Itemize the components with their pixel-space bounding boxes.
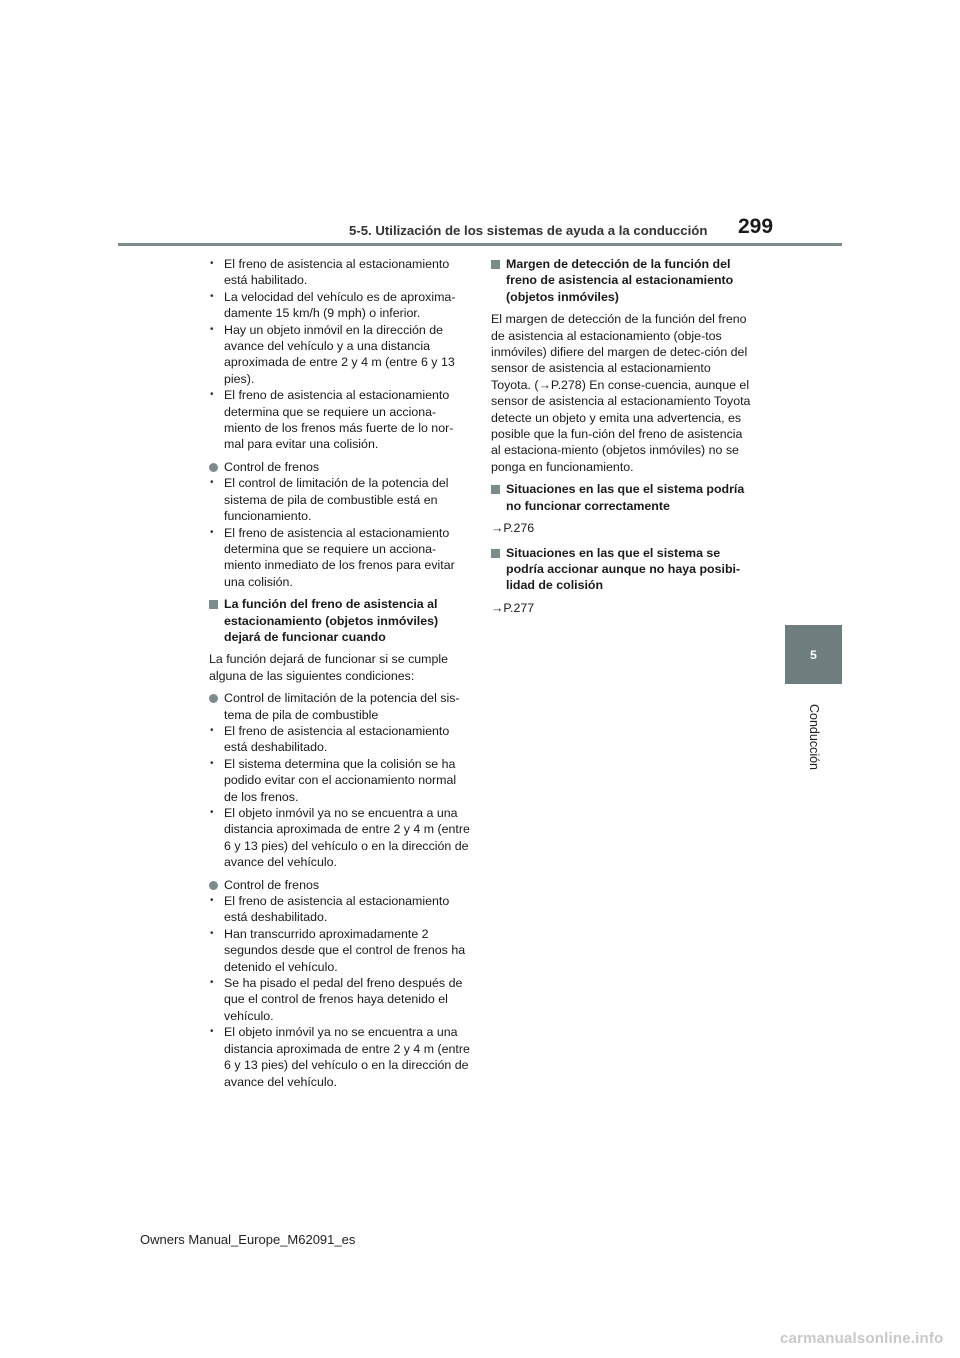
square-bullet-icon [491,485,500,494]
list-item: • El control de limitación de la potencia del sistema de pila de combustible está en funcionamiento. [209,475,471,524]
heading-text: Control de frenos [224,877,320,892]
list-item: • El freno de asistencia al estacionamiento determina que se requiere un acciona-miento de los frenos más fuerte de lo nor-mal para evitar una colisión. [209,387,471,453]
square-bullet-icon [491,260,500,269]
power-limit-list [209,723,471,871]
chapter-label [785,692,842,782]
not-working-heading [491,481,753,514]
page-number: 299 [738,215,774,238]
list-item: • Han transcurrido aproximadamente 2 segundos desde que el control de frenos ha detenido el vehículo. [209,926,471,975]
stop-section-text: La función dejará de funcionar si se cumple alguna de las siguientes condiciones: [209,652,449,683]
heading-text: Situaciones en las que el sistema podría no funcionar correctamente [506,482,745,513]
brake-control-block [209,459,471,590]
footer-document-id: Owners Manual_Europe_M62091_es [140,1232,356,1247]
may-activate-heading [491,545,753,594]
brake-control-list [209,475,471,590]
not-working-section [491,481,753,514]
list-item: • El objeto inmóvil ya no se encuentra a una distancia aproximada de entre 2 y 4 m (entre 6 y 13 pies) del vehículo o en la dirección de avance del vehículo. [209,1024,471,1090]
power-limit-block [209,690,471,870]
heading-text: Situaciones en las que el sistema se podría accionar aunque no haya posibi-lidad de colisión [506,545,741,593]
chapter-label-text: Conducción [806,703,821,771]
list-item: • El freno de asistencia al estacionamiento está deshabilitado. [209,893,471,926]
heading-text: Margen de detección de la función del freno de asistencia al estacionamiento (objetos inmóviles) [506,257,734,304]
list-item: • El freno de asistencia al estacionamiento está deshabilitado. [209,723,471,756]
may-activate-section [491,545,753,594]
list-item: • Hay un objeto inmóvil en la dirección de avance del vehículo y a una distancia aproximada de entre 2 y 4 m (entre 6 y 13 pies). [209,322,471,388]
stop-section-heading [209,596,471,645]
circle-bullet-icon [209,463,218,472]
header-divider [118,243,842,246]
page-reference-link[interactable]: →P.276 [491,521,535,536]
circle-bullet-icon [209,694,218,703]
left-column [209,256,471,1096]
page-reference-link[interactable]: →P.277 [491,600,535,615]
heading-text: Control de limitación de la potencia del sis-tema de pila de combustible [224,691,460,722]
brake-control-2-block [209,877,471,1090]
brake-control-2-list [209,893,471,1090]
list-item: • El objeto inmóvil ya no se encuentra a una distancia aproximada de entre 2 y 4 m (entre 6 y 13 pies) del vehículo o en la dirección de avance del vehículo. [209,805,471,871]
square-bullet-icon [209,600,218,609]
margin-section [491,256,753,305]
circle-bullet-icon [209,881,218,890]
margin-section-heading [491,256,753,305]
list-item: • El freno de asistencia al estacionamiento está habilitado. [209,256,471,289]
chapter-tab[interactable] [785,625,842,684]
power-limit-heading [209,690,471,723]
stop-section [209,596,471,645]
list-item: • La velocidad del vehículo es de aproxima-damente 15 km/h (9 mph) o inferior. [209,289,471,322]
heading-text: Control de frenos [224,459,320,474]
list-item: • Se ha pisado el pedal del freno después de que el control de frenos haya detenido el vehículo. [209,975,471,1024]
margin-section-text: El margen de detección de la función del freno de asistencia al estacionamiento (obje-tos inmóviles) difiere del margen de detec-ción del sensor de asistencia al estacionamiento Toyota. (→P.278) En conse-cuencia, aunque el sensor de asistencia al estacionamiento Toyota detecte un objeto y emita una advertencia, es posible que la fun-ción del freno de asistencia al estaciona-miento (objetos inmóviles) no se ponga en funcionamiento. [491,312,751,474]
right-column [491,256,753,624]
watermark-logo: carmanualsonline.info [780,1330,944,1347]
intro-bullet-list [209,256,471,453]
heading-text: La función del freno de asistencia al estacionamiento (objetos inmóviles) dejará de funcionar cuando [224,597,439,644]
square-bullet-icon [491,549,500,558]
list-item: • El freno de asistencia al estacionamiento determina que se requiere un acciona-miento inmediato de los frenos para evitar una colisión. [209,525,471,591]
brake-control-heading [209,459,471,475]
brake-control-2-heading [209,877,471,893]
chapter-number: 5 [810,647,817,662]
list-item: • El sistema determina que la colisión se ha podido evitar con el accionamiento normal de los frenos. [209,756,471,805]
section-title: 5-5. Utilización de los sistemas de ayuda a la conducción [349,223,708,238]
